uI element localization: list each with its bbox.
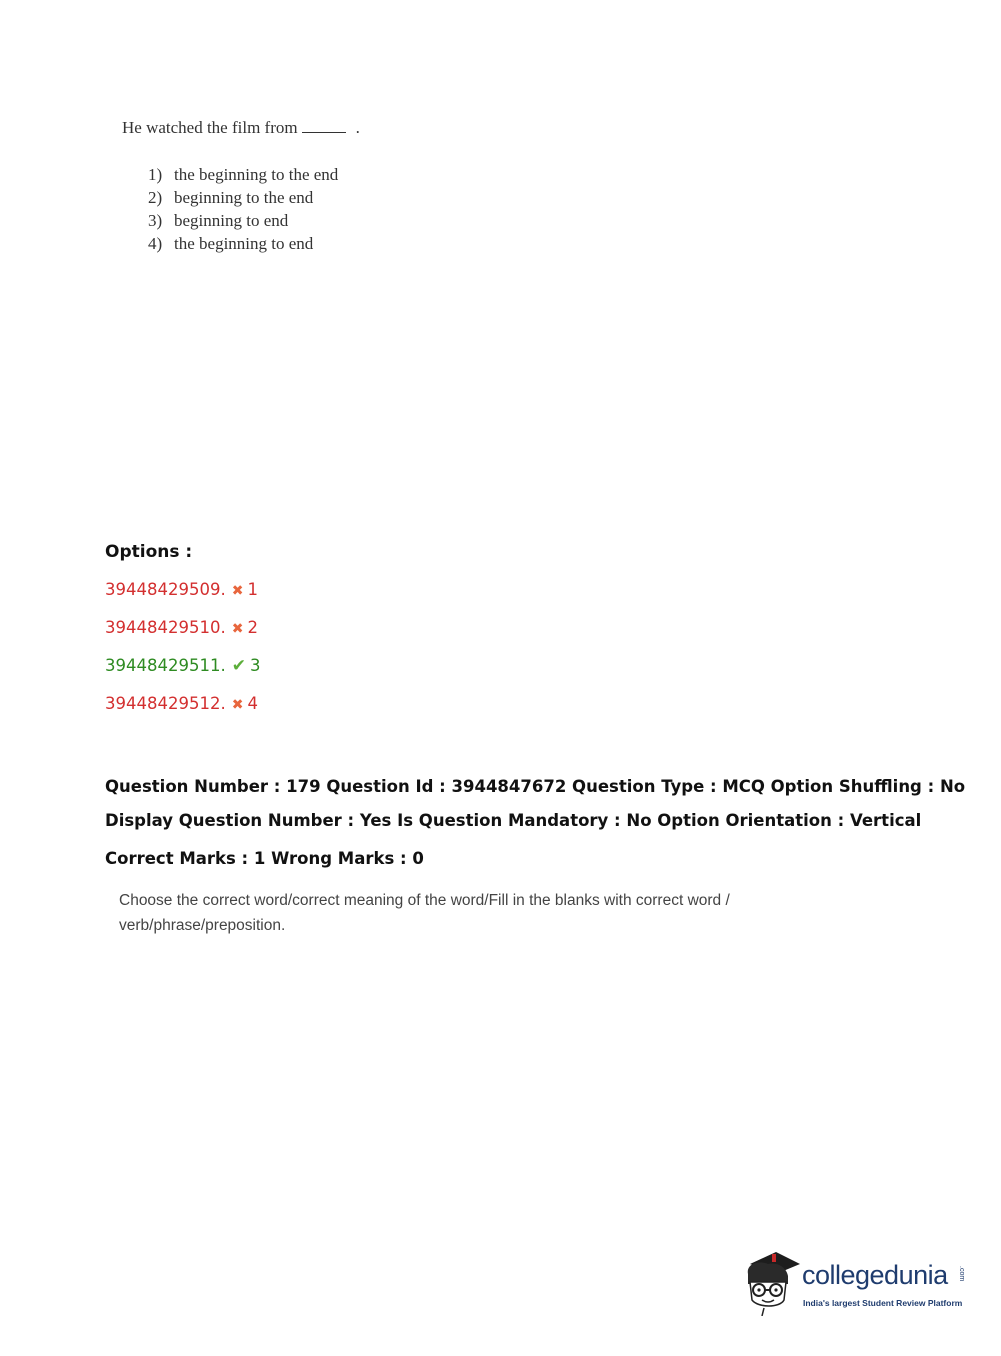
options-label: Options : bbox=[105, 542, 193, 562]
brand-domain: .com bbox=[958, 1266, 965, 1282]
question-stem-end: . bbox=[355, 118, 360, 137]
brand-name: collegedunia bbox=[802, 1260, 948, 1290]
collegedunia-logo bbox=[742, 1250, 967, 1320]
choice-text: beginning to end bbox=[174, 211, 289, 230]
check-icon: ✔ bbox=[231, 656, 246, 676]
answer-blank bbox=[302, 118, 346, 133]
choice-text: the beginning to the end bbox=[174, 165, 339, 184]
instruction-line: verb/phrase/preposition. bbox=[119, 917, 286, 934]
option-value: 2 bbox=[247, 618, 258, 637]
question-stem-text: He watched the film from bbox=[122, 118, 298, 137]
choice-number: 3) bbox=[148, 211, 163, 230]
question-instruction bbox=[119, 888, 730, 938]
cross-icon: ✖ bbox=[231, 697, 244, 713]
mascot-icon bbox=[742, 1250, 800, 1316]
brand-tagline: India's largest Student Review Platform bbox=[803, 1298, 963, 1308]
option-row bbox=[105, 618, 258, 637]
option-id: 39448429510. bbox=[105, 618, 226, 637]
option-row bbox=[105, 580, 258, 599]
option-row-correct bbox=[105, 656, 260, 676]
choice-text: the beginning to end bbox=[174, 234, 314, 253]
choice-item bbox=[148, 163, 338, 186]
question-meta-line2: Display Question Number : Yes Is Question Mandatory : No Option Orientation : Vertical bbox=[105, 811, 922, 830]
choice-item bbox=[148, 209, 338, 232]
cross-icon: ✖ bbox=[231, 583, 244, 599]
choice-item bbox=[148, 232, 338, 255]
instruction-line: Choose the correct word/correct meaning of the word/Fill in the blanks with correct word / bbox=[119, 892, 730, 909]
choice-number: 4) bbox=[148, 234, 163, 253]
choice-text: beginning to the end bbox=[174, 188, 314, 207]
question-meta-line1: Question Number : 179 Question Id : 3944847672 Question Type : MCQ Option Shuffling : No bbox=[105, 777, 966, 796]
choice-number: 1) bbox=[148, 165, 163, 184]
option-id: 39448429509. bbox=[105, 580, 226, 599]
question-meta-line3: Correct Marks : 1 Wrong Marks : 0 bbox=[105, 849, 424, 868]
cross-icon: ✖ bbox=[231, 621, 244, 637]
option-value: 1 bbox=[247, 580, 258, 599]
question-stem bbox=[122, 118, 360, 138]
option-id: 39448429511. bbox=[105, 656, 226, 675]
choice-number: 2) bbox=[148, 188, 163, 207]
option-row bbox=[105, 694, 258, 713]
choice-item bbox=[148, 186, 338, 209]
question-choices bbox=[148, 163, 338, 255]
option-value: 4 bbox=[247, 694, 258, 713]
option-value: 3 bbox=[249, 656, 261, 675]
option-id: 39448429512. bbox=[105, 694, 226, 713]
